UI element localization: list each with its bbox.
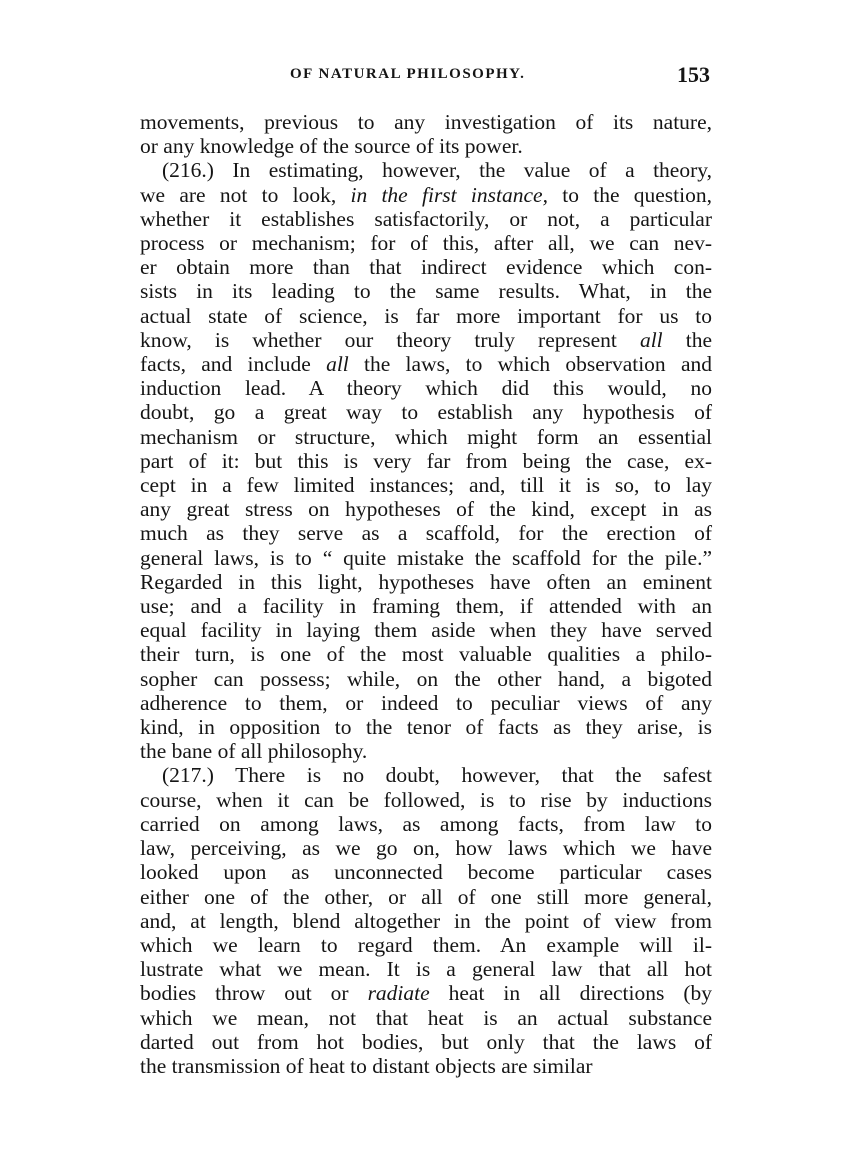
text-line: carried on among laws, as among facts, from law to bbox=[140, 811, 712, 836]
text-run: bodies throw out or bbox=[140, 981, 368, 1006]
text-line: their turn, is one of the most valuable qualities a philo- bbox=[140, 642, 712, 667]
text-run: the bbox=[662, 327, 712, 352]
text-line: course, when it can be followed, is to rise by inductions bbox=[140, 787, 712, 812]
running-head: OF NATURAL PHILOSOPHY. bbox=[290, 66, 526, 82]
italic-run: in the first instance, bbox=[350, 182, 548, 207]
text-line: much as they serve as a scaffold, for the erection of bbox=[140, 521, 712, 546]
text-line: equal facility in laying them aside when they have served bbox=[140, 618, 712, 643]
text-line: er obtain more than that indirect evidence which con- bbox=[140, 255, 712, 280]
text-line: looked upon as unconnected become particular cases bbox=[140, 860, 712, 885]
text-line bbox=[140, 183, 712, 207]
text-line: (216.) In estimating, however, the value of a theory, bbox=[162, 158, 712, 183]
text-line: kind, in opposition to the tenor of facts as they arise, is bbox=[140, 715, 712, 740]
text-line: process or mechanism; for of this, after all, we can nev- bbox=[140, 231, 712, 256]
text-line: cept in a few limited instances; and, till it is so, to lay bbox=[140, 473, 712, 498]
text-line: (217.) There is no doubt, however, that the safest bbox=[162, 763, 712, 788]
text-line: the bane of all philosophy. bbox=[140, 739, 368, 764]
text-run: to the question, bbox=[547, 182, 712, 207]
text-line: lustrate what we mean. It is a general law that all hot bbox=[140, 957, 712, 982]
text-line: sopher can possess; while, on the other hand, a bigoted bbox=[140, 666, 712, 691]
page-header bbox=[140, 62, 710, 90]
text-line: part of it: but this is very far from being the case, ex- bbox=[140, 448, 712, 473]
text-line: movements, previous to any investigation of its nature, bbox=[140, 110, 712, 134]
text-line: general laws, is to “ quite mistake the scaffold for the pile.” bbox=[140, 545, 712, 570]
text-line bbox=[140, 328, 712, 352]
text-line: any great stress on hypotheses of the kind, except in as bbox=[140, 497, 712, 522]
text-line: sists in its leading to the same results. What, in the bbox=[140, 279, 712, 304]
text-line: adherence to them, or indeed to peculiar views of any bbox=[140, 690, 712, 715]
text-line bbox=[140, 981, 712, 1005]
italic-run: all bbox=[639, 327, 663, 352]
text-line: induction lead. A theory which did this would, no bbox=[140, 376, 712, 401]
text-line: which we learn to regard them. An example will il- bbox=[140, 932, 712, 957]
text-line: actual state of science, is far more important for us to bbox=[140, 303, 712, 328]
text-line: use; and a facility in framing them, if attended with an bbox=[140, 594, 712, 619]
italic-run: radiate bbox=[367, 981, 430, 1006]
text-line: either one of the other, or all of one still more general, bbox=[140, 884, 712, 909]
text-line: whether it establishes satisfactorily, or not, a particular bbox=[140, 206, 712, 231]
text-line: mechanism or structure, which might form an essential bbox=[140, 424, 712, 449]
text-line: darted out from hot bodies, but only that the laws of bbox=[140, 1029, 712, 1054]
text-line: the transmission of heat to distant objects are similar bbox=[140, 1053, 593, 1078]
text-run: know, is whether our theory truly represent bbox=[140, 327, 640, 352]
text-line bbox=[140, 352, 712, 376]
text-line: or any knowledge of the source of its power. bbox=[140, 134, 523, 159]
text-line: Regarded in this light, hypotheses have often an eminent bbox=[140, 569, 712, 594]
text-run: we are not to look, bbox=[140, 182, 351, 207]
text-run: facts, and include bbox=[140, 352, 327, 377]
text-run: heat in all directions (by bbox=[429, 981, 712, 1006]
body-text bbox=[140, 110, 712, 1078]
text-run: the laws, to which observation and bbox=[348, 352, 712, 377]
text-line: and, at length, blend altogether in the point of view from bbox=[140, 908, 712, 933]
page-number: 153 bbox=[677, 62, 710, 87]
text-line: law, perceiving, as we go on, how laws which we have bbox=[140, 836, 712, 861]
italic-run: all bbox=[326, 352, 349, 377]
text-line: doubt, go a great way to establish any hypothesis of bbox=[140, 400, 712, 425]
text-line: which we mean, not that heat is an actual substance bbox=[140, 1005, 712, 1030]
